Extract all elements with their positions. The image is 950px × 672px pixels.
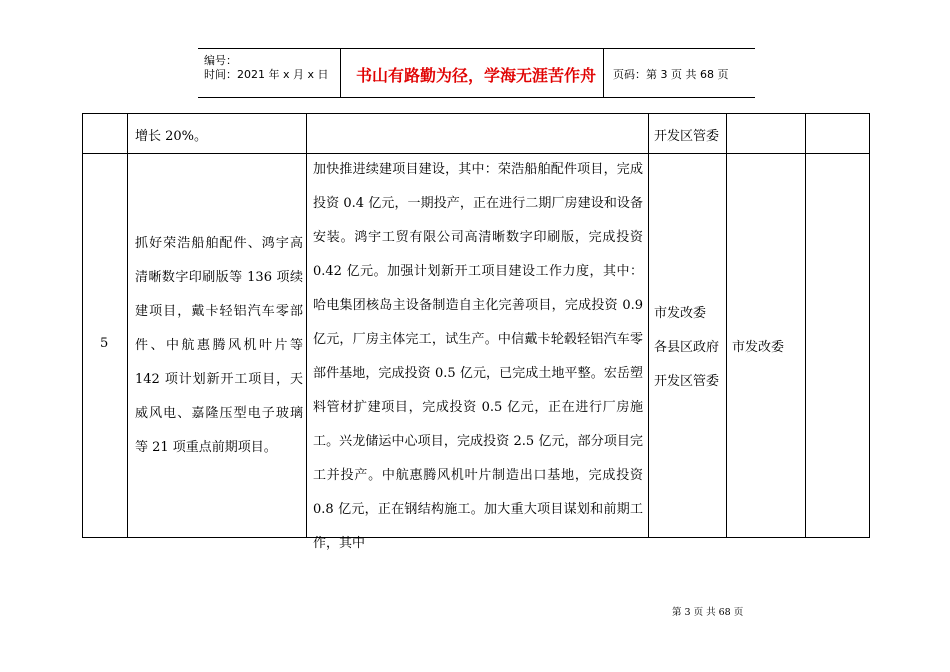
header-meta	[198, 49, 341, 97]
serial-label: 编号：	[204, 54, 237, 67]
table-right-border	[869, 113, 870, 538]
lead-unit: 市发改委	[654, 306, 707, 321]
column-divider	[726, 113, 727, 538]
page-header	[198, 48, 755, 98]
task-text: 抓好荣浩船舶配件、鸿宇高清晰数字印刷版等 136 项续建项目，戴卡轻铝汽车零部件、中航惠腾风机叶片等 142 项计划新开工项目，天威风电、嘉隆压型电子玻璃等 21 项重点前期项目。	[135, 236, 303, 455]
time-label: 时间：2021 年 x 月 x 日	[204, 68, 329, 81]
continued-lead-units: 开发区管委	[654, 129, 720, 144]
column-divider	[127, 113, 128, 538]
lead-unit: 各县区政府	[654, 340, 720, 355]
table-left-border	[82, 113, 83, 538]
continued-task-text: 增长 20%。	[135, 129, 208, 144]
motto: 书山有路勤为径，学海无涯苦作舟	[356, 66, 597, 85]
progress-text: 加快推进续建项目建设，其中：荣浩船舶配件项目，完成投资 0.4 亿元，一期投产，正在进行二期厂房建设和设备安装。鸿宇工贸有限公司高清晰数字印刷版，完成投资 0.42 亿元。加强计划新开工项目建设工作力度，其中：哈电集团核岛主设备制造自主化完善项目，完成投资 0.9 亿元，厂房主体完工，试生产。中信戴卡轮毂轻铝汽车零部件基地，完成投资 0.5 亿元，已完成土地平整。宏岳塑料管材扩建项目，完成投资 0.5 亿元，正在进行厂房施工。兴龙储运中心项目，完成投资 2.5 亿元，部分项目完工并投产。中航惠腾风机叶片制造出口基地，完成投资 0.8 亿元，正在钢结构施工。加大重大项目谋划和前期工作，其中	[313, 162, 643, 551]
lead-unit: 开发区管委	[654, 374, 720, 389]
page-info: 页码：第 3 页 共 68 页	[613, 68, 729, 81]
column-divider	[306, 113, 307, 538]
row-number: 5	[100, 336, 109, 351]
header-page-cell	[603, 49, 756, 97]
column-divider	[648, 113, 649, 538]
responsible-unit: 市发改委	[732, 340, 785, 355]
column-divider	[805, 113, 806, 538]
table-top-border	[82, 113, 870, 114]
page-footer: 第 3 页 共 68 页	[672, 607, 744, 618]
